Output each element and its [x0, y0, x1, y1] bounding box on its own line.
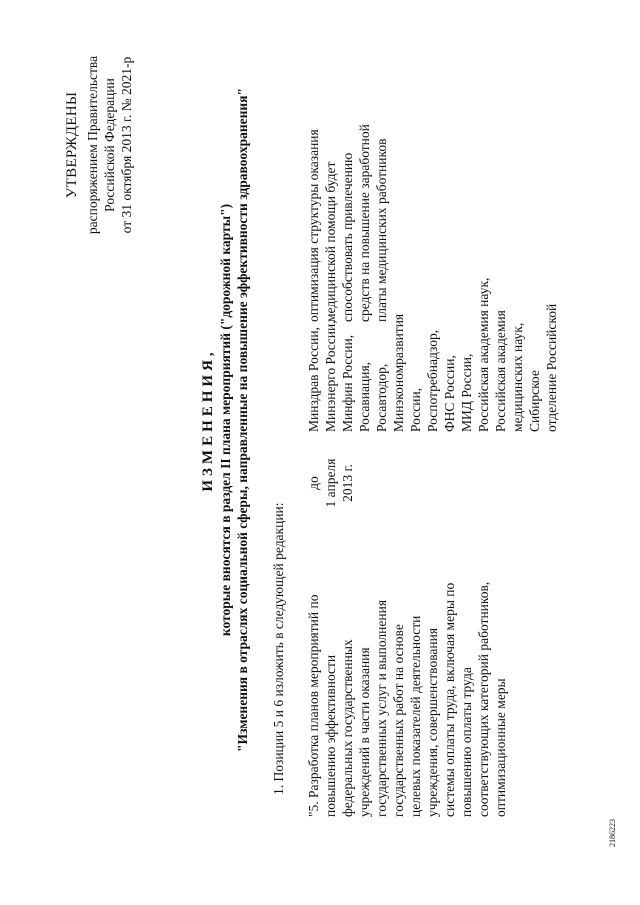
responsible-line: Минздрав России, — [306, 327, 321, 432]
responsible-line: Российская академия — [493, 310, 508, 432]
measure-column — [305, 547, 509, 817]
approved-heading: УТВЕРЖДЕНЫ — [64, 91, 80, 199]
responsible-line: Минэнерго России, — [323, 320, 338, 432]
document-title — [200, 25, 251, 815]
deadline-line: 1 апреля — [323, 458, 338, 508]
responsible-line: МИД России, — [459, 353, 474, 432]
deadline-line: до — [306, 476, 321, 490]
measure-line: оптимизационные меры — [493, 678, 508, 817]
intro-paragraph: 1. Позиции 5 и 6 изложить в следующей редакции: — [271, 502, 286, 795]
responsible-line: Сибирское — [527, 370, 542, 432]
measure-line: "5. Разработка планов мероприятий по — [306, 594, 321, 817]
title-main: ИЗМЕНЕНИЯ, — [200, 348, 216, 492]
measure-line: повышению эффективности — [323, 654, 338, 817]
title-line-3: "Изменения в отраслях социальной сферы, направленные на повышение эффективности здравоохранения" — [235, 88, 250, 752]
title-line-2: которые вносятся в раздел II плана мероприятий ("дорожной карты") — [218, 203, 233, 637]
measure-line: государственных услуг и выполнения — [374, 599, 389, 817]
result-line: медицинской помощи будет — [323, 161, 338, 322]
responsible-line: Минэкономразвития — [391, 313, 406, 432]
responsible-line: Российская академия наук, — [476, 277, 491, 432]
approval-stamp — [64, 15, 135, 275]
responsible-line: Минфин России, — [340, 334, 355, 432]
result-line: способствовать привлечению — [340, 152, 355, 322]
responsible-line: медицинских наук, — [510, 322, 525, 432]
responsible-line: отделение Российской — [544, 303, 559, 432]
measure-line: учреждения, совершенствования — [425, 627, 440, 817]
result-column — [305, 67, 390, 322]
result-line: средств на повышение заработной — [357, 124, 372, 322]
deadline-column — [305, 433, 356, 533]
responsible-line: Росавтодор, — [374, 363, 389, 432]
responsible-line: Роспотребнадзор, — [425, 329, 440, 432]
measure-line: повышению оплаты труда — [459, 667, 474, 817]
document-code: 2186223 — [608, 819, 617, 847]
approved-line: Российской Федерации — [102, 78, 117, 212]
measure-line: целевых показателей деятельности — [408, 615, 423, 817]
approved-line: от 31 октября 2013 г. № 2021-р — [119, 56, 134, 234]
measure-line: учреждений в части оказания — [357, 647, 372, 817]
responsible-line: России, — [408, 387, 423, 432]
responsible-line: Росавиация, — [357, 361, 372, 432]
deadline-line: 2013 г. — [340, 464, 355, 502]
measure-line: системы оплаты труда, включая меры по — [442, 582, 457, 817]
responsible-line: ФНС России, — [442, 355, 457, 432]
result-line: платы медицинских работников — [374, 138, 389, 322]
measure-line: федеральных государственных — [340, 639, 355, 817]
result-line: оптимизация структуры оказания — [306, 129, 321, 322]
approved-line: распоряжением Правительства — [85, 55, 100, 235]
measure-line: соответствующих категорий работников, — [476, 581, 491, 817]
measure-line: государственных работ на основе — [391, 624, 406, 817]
